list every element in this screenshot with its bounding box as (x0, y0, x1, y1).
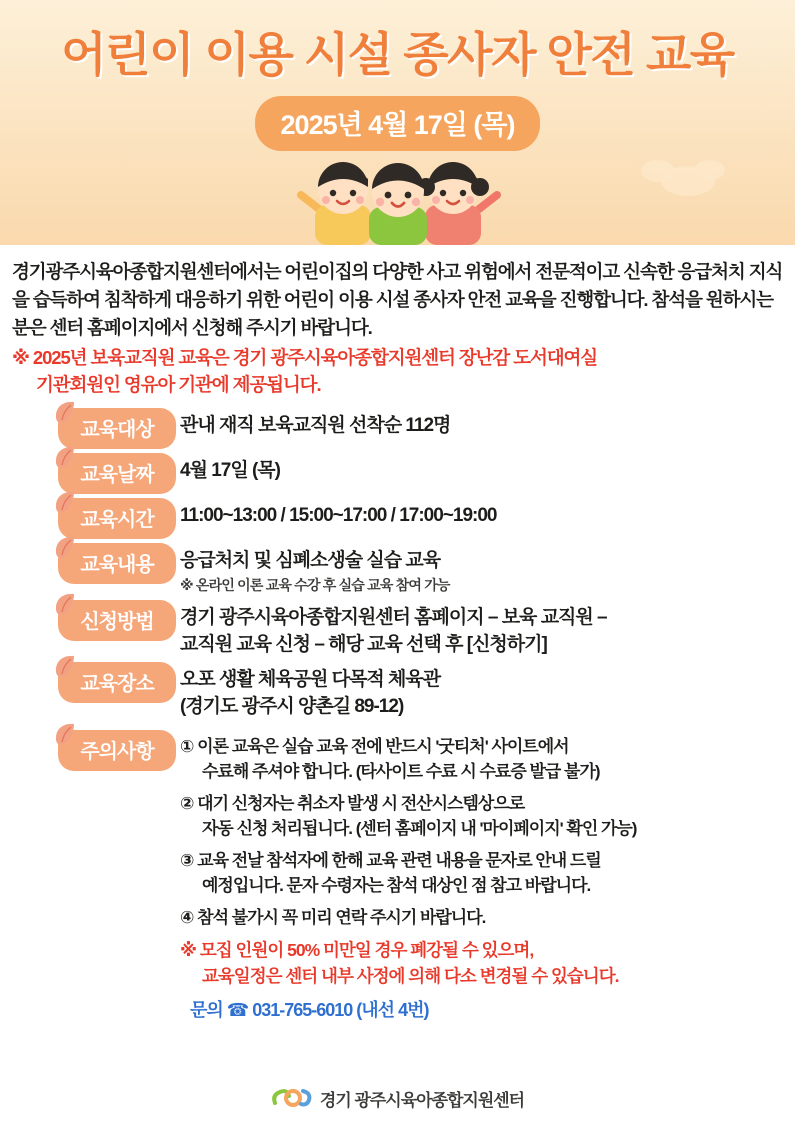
caution-item (180, 791, 795, 841)
info-row-text: 오포 생활 체육공원 다목적 체육관 (180, 669, 441, 690)
notice-line-2: 기관회원인 영유아 기관에 제공됩니다. (36, 374, 321, 395)
page-title: 어린이 이용 시설 종사자 안전 교육 (61, 28, 734, 81)
leaf-icon (52, 444, 78, 470)
info-row-content (180, 453, 795, 484)
info-rows (0, 408, 795, 1028)
info-row-content (180, 498, 795, 529)
notice-line-1: ※ 2025년 보육교직원 교육은 경기 광주시육아종합지원센터 장난감 도서대여실 (12, 347, 598, 368)
footer-organization: 경기 광주시육아종합지원센터 (319, 1090, 525, 1110)
info-row-text: 4월 17일 (목) (180, 460, 280, 481)
leaf-icon (52, 399, 78, 425)
info-row-tag: 교육시간 (58, 498, 176, 539)
caution-row (0, 730, 795, 1024)
caution-list (180, 734, 795, 930)
caution-item-marker: ② (180, 794, 194, 813)
info-row-text: 11:00~13:00 / 15:00~17:00 / 17:00~19:00 (180, 505, 497, 526)
leaf-icon (52, 534, 78, 560)
intro-paragraph: 경기광주시육아종합지원센터에서는 어린이집의 다양한 사고 위험에서 전문적이고 신속한 응급처치 지식을 습득하여 침착하게 대응하기 위한 어린이 이용 시설 종사자 안전 교육을 진행합니다. 참석을 원하시는 분은 센터 홈페이지에서 신청해 주시기 바랍니다. (12, 261, 783, 338)
info-row-text: 응급처치 및 심폐소생술 실습 교육 (180, 550, 441, 571)
caution-item-cont: 자동 신청 처리됩니다. (센터 홈페이지 내 '마이페이지' 확인 가능) (202, 819, 637, 838)
leaf-icon (52, 489, 78, 515)
children-illustration (283, 157, 513, 245)
info-row-text: 관내 재직 보육교직원 선착순 112명 (180, 415, 451, 436)
cloud-decoration (641, 160, 675, 182)
info-row-tag: 교육대상 (58, 408, 176, 449)
info-row-content (180, 662, 795, 720)
caution-item-text: 대기 신청자는 취소자 발생 시 전산시스템상으로 (197, 794, 525, 813)
event-date-badge: 2025년 4월 17일 (목) (255, 96, 541, 151)
caution-content (180, 730, 795, 1024)
info-row-tag: 교육장소 (58, 662, 176, 703)
info-row-tag: 교육내용 (58, 543, 176, 584)
info-row-content (180, 408, 795, 439)
leaf-icon (52, 653, 78, 679)
info-row-tag: 교육날짜 (58, 453, 176, 494)
info-row-tag-wrap (0, 662, 180, 703)
caution-item-marker: ④ (180, 908, 194, 927)
info-row-content (180, 600, 795, 658)
info-row-tag-wrap (0, 730, 180, 771)
info-row-text-line2: 교직원 교육 신청 – 해당 교육 선택 후 [신청하기] (180, 634, 547, 655)
info-row-tag-wrap (0, 453, 180, 494)
info-row-tag: 신청방법 (58, 600, 176, 641)
info-row (0, 408, 795, 449)
info-row-text: 경기 광주시육아종합지원센터 홈페이지 – 보육 교직원 – (180, 607, 607, 628)
caution-item-marker: ③ (180, 851, 194, 870)
leaf-icon (52, 721, 78, 747)
caution-item-text: 교육 전날 참석자에 한해 교육 관련 내용을 문자로 안내 드릴 (197, 851, 601, 870)
caution-item-text: 참석 불가시 꼭 미리 연락 주시기 바랍니다. (197, 908, 486, 927)
caution-item (180, 905, 795, 930)
info-row (0, 543, 795, 596)
contact-line: 문의 ☎ 031-765-6010 (내선 4번) (190, 1000, 429, 1020)
info-row-content (180, 543, 795, 596)
caution-item (180, 734, 795, 784)
info-row-tag-wrap (0, 498, 180, 539)
info-row-tag-wrap (0, 408, 180, 449)
poster-header (0, 0, 795, 245)
footer (0, 1085, 795, 1111)
info-row (0, 453, 795, 494)
info-row (0, 662, 795, 720)
caution-item-marker: ① (180, 737, 194, 756)
closing-red-note (180, 937, 795, 989)
caution-item (180, 848, 795, 898)
caution-item-text: 이론 교육은 실습 교육 전에 반드시 '굿티처' 사이트에서 (197, 737, 569, 756)
info-row-tag-wrap (0, 600, 180, 641)
red-note-line-2: 교육일정은 센터 내부 사정에 의해 다소 변경될 수 있습니다. (202, 966, 619, 986)
info-row (0, 600, 795, 658)
info-row-text-line2: (경기도 광주시 양촌길 89-12) (180, 696, 404, 717)
center-logo-icon (271, 1085, 313, 1111)
notice-paragraph (12, 344, 784, 398)
info-row-subtext: ※ 온라인 이론 교육 수강 후 실습 교육 참여 가능 (180, 577, 450, 593)
cloud-decoration (695, 160, 725, 180)
caution-item-cont: 수료해 주셔야 합니다. (타사이트 수료 시 수료증 발급 불가) (202, 762, 600, 781)
red-note-line-1: ※ 모집 인원이 50% 미만일 경우 폐강될 수 있으며, (180, 940, 534, 960)
info-row-tag-wrap (0, 543, 180, 584)
info-row (0, 498, 795, 539)
leaf-icon (52, 591, 78, 617)
caution-item-cont: 예정입니다. 문자 수령자는 참석 대상인 점 참고 바랍니다. (202, 876, 591, 895)
caution-tag: 주의사항 (58, 730, 176, 771)
